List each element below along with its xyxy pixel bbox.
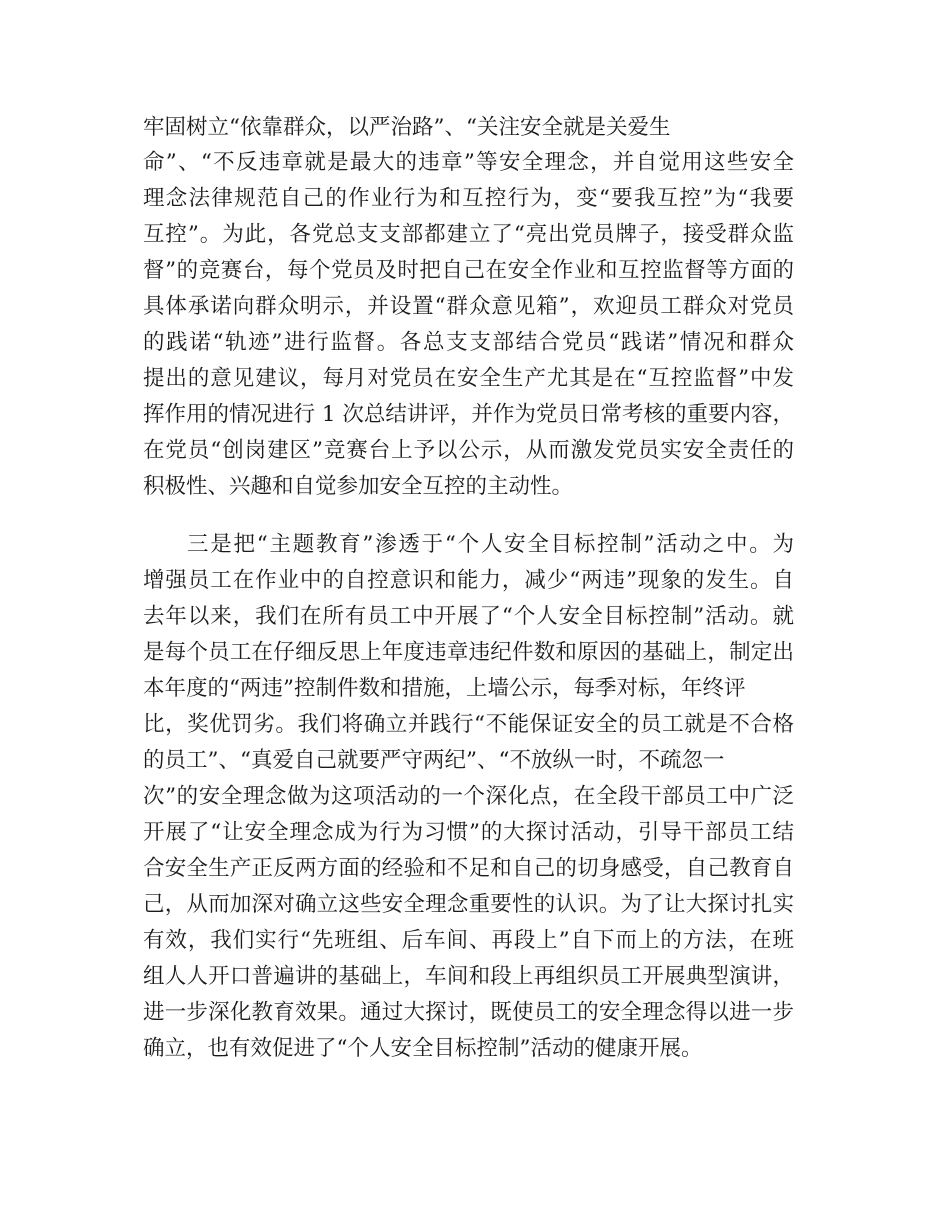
paragraph-line: 的践诺“轨迹”进行监督。各总支支部结合党员“践诺”情况和群众 bbox=[143, 330, 794, 355]
paragraph-line: 己，从而加深对确立这些安全理念重要性的认识。为了让大探讨扎实 bbox=[143, 892, 794, 917]
paragraph-line: 确立，也有效促进了“个人安全目标控制”活动的健康开展。 bbox=[143, 1036, 703, 1061]
paragraph-line: 增强员工在作业中的自控意识和能力，减少“两违”现象的发生。自 bbox=[143, 568, 794, 593]
paragraph-line: 合安全生产正反两方面的经验和不足和自己的切身感受，自己教育自 bbox=[143, 856, 794, 881]
paragraph-first-line: 三是把“主题教育”渗透于“个人安全目标控制”活动之中。为 bbox=[187, 532, 794, 557]
paragraph-line: 有效，我们实行“先班组、后车间、再段上”自下而上的方法，在班 bbox=[143, 928, 794, 953]
paragraph-line: 互控”。为此，各党总支支部都建立了“亮出党员牌子，接受群众监 bbox=[143, 222, 794, 247]
paragraph-line: 具体承诺向群众明示，并设置“群众意见箱”，欢迎员工群众对党员 bbox=[143, 294, 794, 319]
paragraph-line: 积极性、兴趣和自觉参加安全互控的主动性。 bbox=[143, 474, 574, 499]
paragraph-line: 理念法律规范自己的作业行为和互控行为，变“要我互控”为“我要 bbox=[143, 186, 794, 211]
paragraph-line: 组人人开口普遍讲的基础上，车间和段上再组织员工开展典型演讲， bbox=[143, 964, 794, 989]
paragraph-line: 去年以来，我们在所有员工中开展了“个人安全目标控制”活动。就 bbox=[143, 604, 794, 629]
paragraph-line: 督”的竞赛台，每个党员及时把自己在安全作业和互控监督等方面的 bbox=[143, 258, 794, 283]
paragraph-line: 提出的意见建议，每月对党员在安全生产尤其是在“互控监督”中发 bbox=[143, 366, 794, 391]
paragraph-line: 牢固树立“依靠群众，以严治路”、“关注安全就是关爱生 bbox=[143, 115, 671, 140]
paragraph-line: 是每个员工在仔细反思上年度违章违纪件数和原因的基础上，制定出 bbox=[143, 640, 794, 665]
paragraph-line: 挥作用的情况进行 1 次总结讲评，并作为党员日常考核的重要内容， bbox=[143, 402, 794, 427]
paragraph-line: 次”的安全理念做为这项活动的一个深化点，在全段干部员工中广泛 bbox=[143, 784, 794, 809]
paragraph-line: 比，奖优罚劣。我们将确立并践行“不能保证安全的员工就是不合格 bbox=[143, 712, 794, 737]
paragraph-line: 本年度的“两违”控制件数和措施，上墙公示，每季对标，年终评 bbox=[143, 676, 746, 701]
paragraph-line: 开展了“让安全理念成为行为习惯”的大探讨活动，引导干部员工结 bbox=[143, 820, 794, 845]
paragraph-line: 在党员“创岗建区”竞赛台上予以公示，从而激发党员实安全责任的 bbox=[143, 438, 794, 463]
paragraph-line: 进一步深化教育效果。通过大探讨，既使员工的安全理念得以进一步 bbox=[143, 1000, 794, 1025]
paragraph-line: 的员工”、“真爱自己就要严守两纪”、“不放纵一时，不疏忽一 bbox=[143, 748, 725, 773]
paragraph-line: 命”、“不反违章就是最大的违章”等安全理念，并自觉用这些安全 bbox=[143, 150, 794, 175]
